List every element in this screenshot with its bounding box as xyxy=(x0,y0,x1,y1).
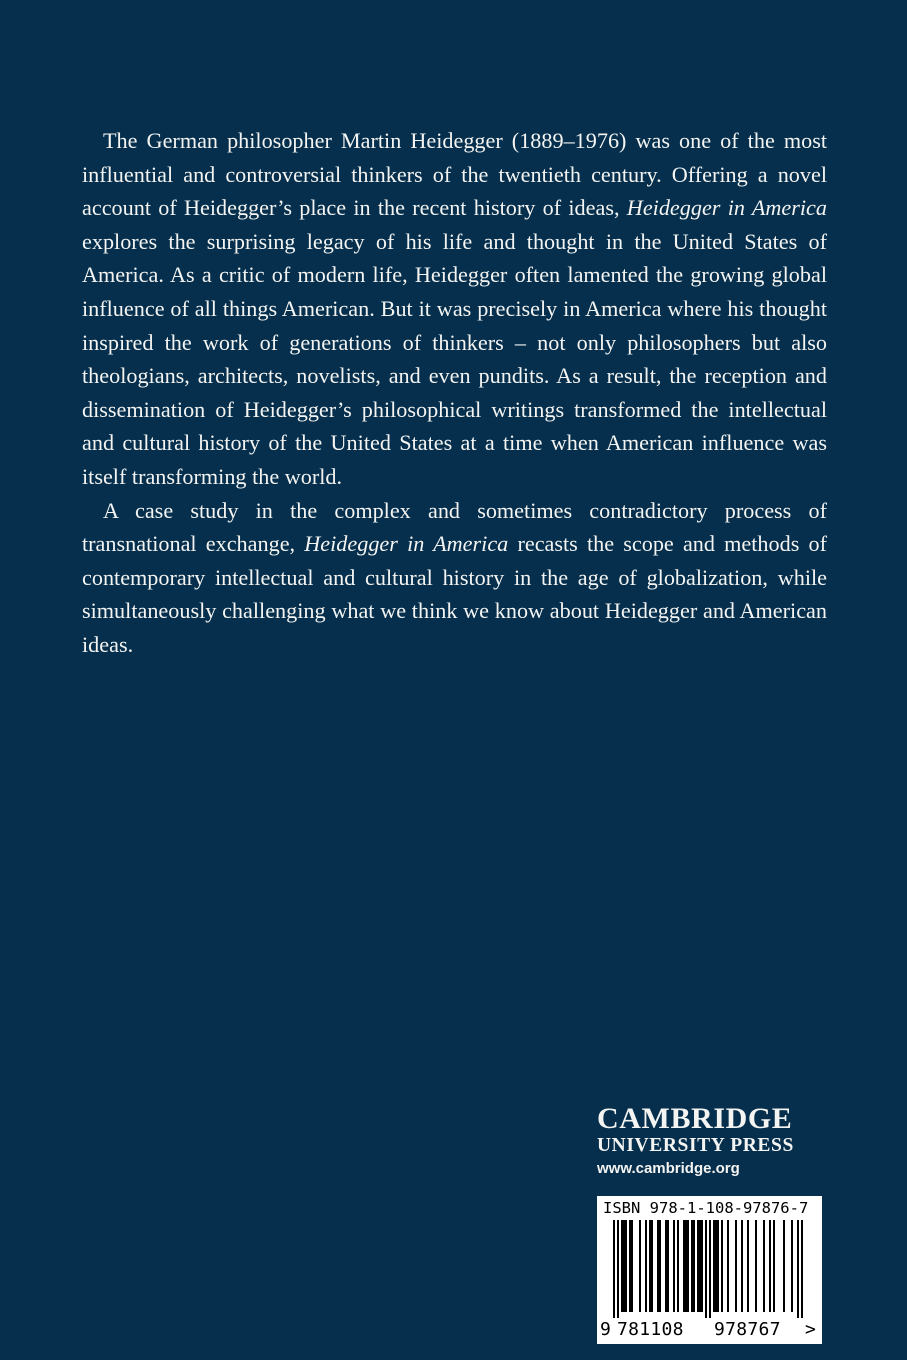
blurb-p1-text-b: explores the surprising legacy of his life and thought in the United States of America. As a critic of modern life, Heidegger often lamented the growing global influence of all things American. But it was precisely in America where his thought inspired the work of generations of thinkers – not only philosophers but also theologians, architects, novelists, and even pundits. As a result, the reception and dissemination of Heidegger’s philosophical writings transformed the intellectual and cultural history of the United States at a time when American influence was itself transforming the world. xyxy=(82,228,827,489)
barcode-bar xyxy=(715,1220,717,1312)
barcode-bar xyxy=(625,1220,627,1312)
book-title-italic: Heidegger in America xyxy=(626,195,828,221)
barcode-bar xyxy=(713,1220,715,1312)
barcode-bar xyxy=(629,1220,631,1312)
barcode-bar xyxy=(673,1220,675,1312)
barcode-bar xyxy=(613,1220,615,1318)
blurb-paragraph-1 xyxy=(82,124,827,494)
publisher-name: CAMBRIDGE xyxy=(597,1102,793,1135)
back-cover-blurb xyxy=(82,124,827,662)
isbn-text: ISBN 978-1-108-97876-7 xyxy=(603,1199,809,1217)
barcode-bar xyxy=(755,1220,757,1312)
barcode-bar xyxy=(699,1220,701,1312)
barcode-bar xyxy=(665,1220,667,1312)
barcode-bar xyxy=(717,1220,719,1312)
publisher-logo xyxy=(597,1103,827,1181)
barcode-bar xyxy=(763,1220,765,1312)
barcode-bar xyxy=(697,1220,699,1312)
barcode-bar xyxy=(683,1220,685,1312)
isbn-barcode xyxy=(597,1196,822,1344)
barcode-bar xyxy=(617,1220,619,1318)
barcode-bar xyxy=(685,1220,687,1312)
barcode-bar xyxy=(639,1220,641,1312)
barcode-bar xyxy=(657,1220,659,1312)
barcode-bar xyxy=(691,1220,693,1312)
barcode-bar xyxy=(747,1220,749,1312)
barcode-bar xyxy=(801,1220,803,1318)
barcode-bar xyxy=(631,1220,633,1312)
barcode-first-digit: 9 xyxy=(600,1319,611,1340)
barcode-bar xyxy=(645,1220,647,1312)
barcode-bar xyxy=(741,1220,743,1312)
barcode-left-group: 781108 xyxy=(617,1319,684,1340)
barcode-bar xyxy=(769,1220,771,1312)
barcode-bar xyxy=(667,1220,669,1312)
barcode-bar xyxy=(623,1220,625,1312)
blurb-p1-text-a: The German philosopher Martin Heidegger (1889–1976) was one of the most influential and controversial thinkers of the twentieth century. Offering a novel account of Heidegger’s place in the recent history of ideas, xyxy=(82,128,827,221)
barcode-right-group: 978767 xyxy=(714,1319,781,1340)
blurb-paragraph-2 xyxy=(82,494,827,662)
barcode-bar xyxy=(621,1220,623,1312)
barcode-bar xyxy=(705,1220,707,1318)
barcode-bar xyxy=(709,1220,711,1318)
barcode-bar xyxy=(735,1220,737,1312)
barcode-bar xyxy=(727,1220,729,1312)
barcode-digits xyxy=(597,1318,822,1344)
barcode-bar xyxy=(651,1220,653,1312)
blurb-p2-text-a: A case study in the complex and sometimes contradictory process of transnational exchange, xyxy=(82,497,827,557)
barcode-bar xyxy=(701,1220,703,1312)
publisher-subtitle: UNIVERSITY PRESS xyxy=(597,1135,794,1156)
barcode-bars xyxy=(597,1220,822,1318)
book-title-italic: Heidegger in America xyxy=(304,531,509,557)
barcode-bar xyxy=(649,1220,651,1312)
barcode-bar xyxy=(687,1220,689,1312)
publisher-url: www.cambridge.org xyxy=(597,1160,740,1177)
blurb-p2-text-b: recasts the scope and methods of contemporary intellectual and cultural history in the age of globalization, while simultaneously challenging what we think we know about Heidegger and American ideas. xyxy=(82,531,827,657)
barcode-bar xyxy=(773,1220,775,1312)
barcode-bar xyxy=(797,1220,799,1318)
barcode-end-mark: > xyxy=(805,1319,816,1340)
barcode-bar xyxy=(693,1220,695,1312)
barcode-bar xyxy=(783,1220,785,1312)
barcode-bar xyxy=(677,1220,679,1312)
barcode-bar xyxy=(791,1220,793,1312)
barcode-bar xyxy=(721,1220,723,1312)
barcode-bar xyxy=(659,1220,661,1312)
